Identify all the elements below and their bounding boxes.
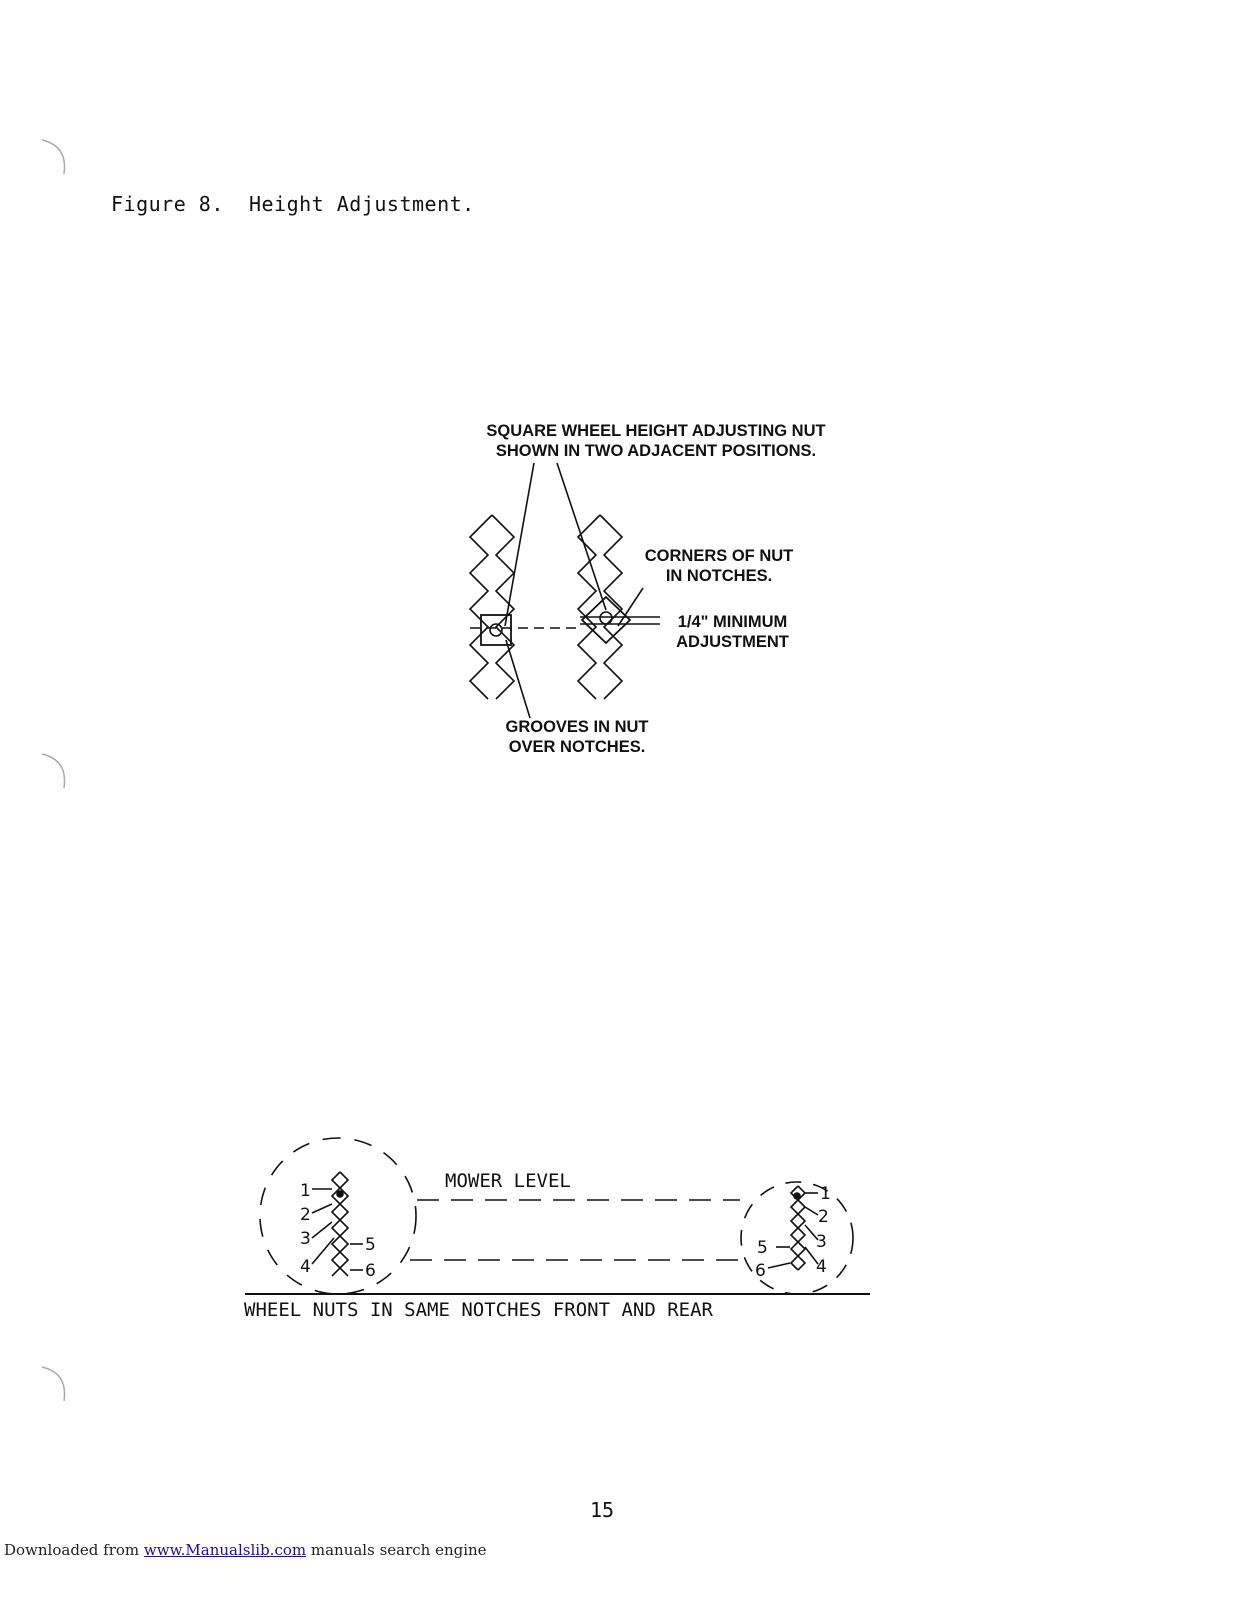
front-notch-3: 3: [300, 1229, 311, 1249]
front-notch-2: 2: [300, 1205, 311, 1225]
rear-notch-5: 5: [757, 1238, 768, 1258]
front-bracket-right: [340, 1172, 348, 1276]
front-notch-5: 5: [365, 1235, 376, 1255]
rear-leader-2: [805, 1207, 818, 1215]
rear-notch-4: 4: [816, 1257, 827, 1277]
rear-notch-3: 3: [816, 1232, 827, 1252]
front-notch-4: 4: [300, 1257, 311, 1277]
rear-notch-6: 6: [755, 1261, 766, 1281]
callout-minimum-line1: 1/4" MINIMUM: [677, 613, 788, 631]
footer-link[interactable]: www.Manualslib.com: [143, 1541, 307, 1559]
footer: [4, 1541, 487, 1559]
callout-corners-line2: IN NOTCHES.: [665, 567, 773, 585]
front-wheel-axle: [337, 1191, 343, 1197]
callout-square-nut-line2: SHOWN IN TWO ADJACENT POSITIONS.: [495, 442, 817, 460]
callout-minimum-line2: ADJUSTMENT: [676, 633, 789, 651]
wheel-nuts-caption: WHEEL NUTS IN SAME NOTCHES FRONT AND REAR: [244, 1299, 713, 1321]
callout-grooves-line1: GROOVES IN NUT: [505, 718, 649, 736]
front-notch-1: 1: [300, 1181, 311, 1201]
page-number: 15: [590, 1498, 615, 1522]
figure-caption: Figure 8. Height Adjustment.: [111, 192, 475, 216]
rear-leader-6: [768, 1263, 790, 1268]
front-leader-2: [312, 1204, 332, 1213]
callout-corners-line1: CORNERS OF NUT: [644, 547, 794, 565]
rear-notch-2: 2: [818, 1207, 829, 1227]
rear-notch-1: 1: [820, 1184, 831, 1204]
callout-grooves-line2: OVER NOTCHES.: [508, 738, 646, 756]
callout-square-nut-line1: SQUARE WHEEL HEIGHT ADJUSTING NUT: [486, 422, 826, 440]
front-bracket-left: [332, 1172, 340, 1276]
front-leader-3: [312, 1222, 332, 1238]
front-notch-6: 6: [365, 1261, 376, 1281]
footer-suffix: manuals search engine: [306, 1541, 487, 1559]
mower-level-label: MOWER LEVEL: [445, 1170, 571, 1192]
footer-prefix: Downloaded from: [4, 1541, 144, 1559]
front-leader-4: [312, 1238, 334, 1264]
rear-wheel-axle: [794, 1193, 800, 1199]
